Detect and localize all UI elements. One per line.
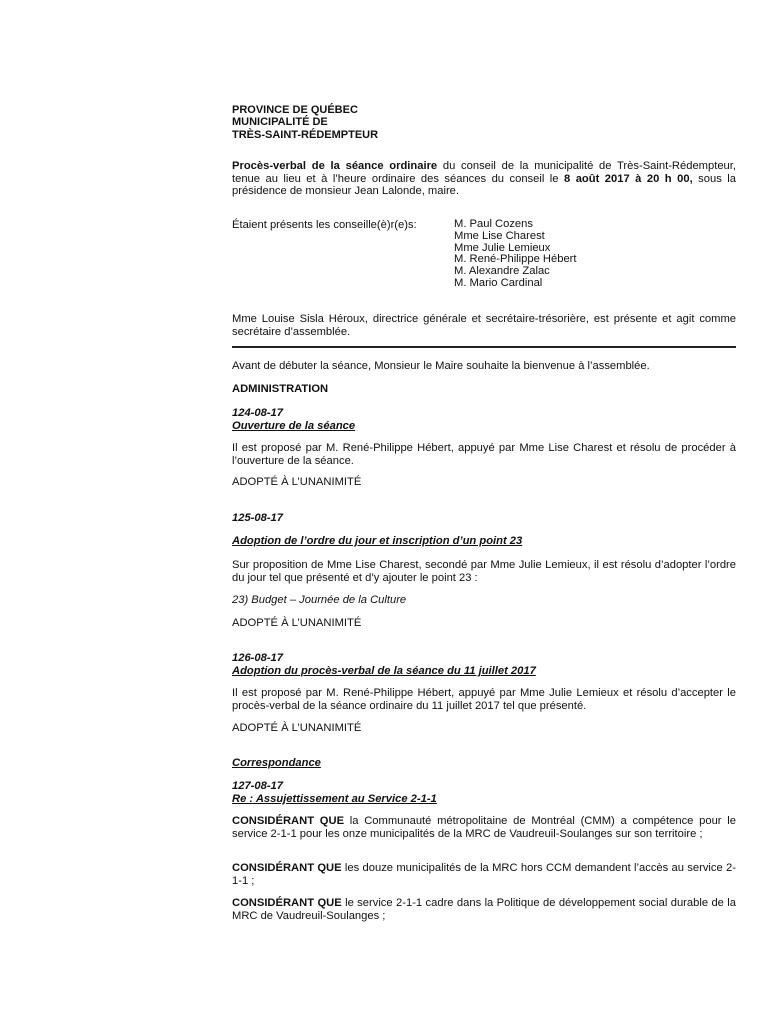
resolution-125-title: Adoption de l’ordre du jour et inscription d’un point 23: [232, 535, 523, 547]
resolution-title: Re : Assujettissement au Service 2-1-1: [232, 792, 437, 805]
member-item: M. Alexandre Zalac: [454, 265, 550, 278]
resolution-number: 124-08-17: [232, 407, 284, 419]
resolution-124-adopted: ADOPTÉ À L’UNANIMITÉ: [232, 476, 362, 488]
section-correspondance: Correspondance: [232, 757, 321, 769]
resolution-title: Ouverture de la séance: [232, 419, 356, 432]
resolution-126-text: Il est proposé par M. René-Philippe Hébert, appuyé par Mme Julie Lemieux et résolu d’accepter le procès-verbal de la séance ordinaire du 11 juillet 2017 tel que présenté.: [232, 687, 736, 712]
considerant-label: CONSIDÉRANT QUE: [232, 815, 345, 827]
resolution-127-heading: [232, 780, 736, 805]
member-item: Mme Lise Charest: [454, 229, 545, 242]
resolution-number: 126-08-17: [232, 652, 284, 664]
intro-paragraph: [232, 160, 736, 198]
considerant-2: [232, 862, 736, 887]
considerant-label: CONSIDÉRANT QUE: [232, 897, 342, 909]
presents-label: Étaient présents les conseille(è)r(e)s:: [232, 219, 417, 231]
document-header: [232, 104, 736, 141]
resolution-title: Adoption du procès-verbal de la séance du 11 juillet 2017: [232, 664, 536, 677]
considerant-3: [232, 897, 736, 922]
header-municipality: MUNICIPALITÉ DE: [232, 116, 328, 129]
section-divider: [232, 346, 736, 348]
resolution-125-item: 23) Budget – Journée de la Culture: [232, 594, 407, 606]
section-administration: [232, 383, 736, 396]
header-province: PROVINCE DE QUÉBEC: [232, 104, 358, 116]
resolution-125-text: Sur proposition de Mme Lise Charest, secondé par Mme Julie Lemieux, il est résolu d’adopter l’ordre du jour tel que présenté et d’y ajouter le point 23 :: [232, 559, 736, 584]
intro-text-2: sous la présidence de monsieur Jean Lalonde, maire.: [232, 172, 736, 198]
resolution-124-text: Il est proposé par M. René-Philippe Hébert, appuyé par Mme Lise Charest et résolu de procéder à l’ouverture de la séance.: [232, 442, 736, 467]
resolution-126-heading: [232, 652, 736, 677]
considerant-text: le service 2-1-1 cadre dans la Politique de développement social durable de la MRC de Vaudreuil-Soulanges ;: [232, 897, 736, 922]
welcome-paragraph: Avant de débuter la séance, Monsieur le Maire souhaite la bienvenue à l’assemblée.: [232, 360, 650, 372]
considerant-label: CONSIDÉRANT QUE: [232, 862, 342, 874]
intro-text-1: du conseil de la municipalité de Très-Saint-Rédempteur, tenue au lieu et à l’heure ordinaire des séances du conseil le: [232, 160, 736, 185]
section-administration-label: ADMINISTRATION: [232, 383, 329, 395]
member-item: M. Mario Cardinal: [454, 276, 543, 289]
secretary-paragraph: Mme Louise Sisla Héroux, directrice générale et secrétaire-trésorière, est présente et agit comme secrétaire d’assemblée.: [232, 313, 736, 338]
resolution-124-heading: [232, 407, 736, 432]
resolution-126-adopted: ADOPTÉ À L’UNANIMITÉ: [232, 722, 362, 734]
intro-date: 8 août 2017 à 20 h 00,: [564, 172, 693, 185]
header-municipality-name: TRÈS-SAINT-RÉDEMPTEUR: [232, 128, 379, 141]
member-item: M. Paul Cozens: [454, 218, 533, 230]
resolution-125-adopted: ADOPTÉ À L’UNANIMITÉ: [232, 617, 362, 629]
intro-title: Procès-verbal de la séance ordinaire: [232, 160, 438, 172]
considerant-1: [232, 815, 736, 840]
presents-list: [454, 219, 577, 290]
considerant-text: les douze municipalités de la MRC hors CCM demandent l’accès au service 2-1-1 ;: [232, 862, 736, 887]
member-item: Mme Julie Lemieux: [454, 241, 551, 254]
considerant-text: la Communauté métropolitaine de Montréal (CMM) a compétence pour le service 2-1-1 pour les onze municipalités de la MRC de Vaudreuil-Soulanges sur son territoire ;: [232, 815, 736, 840]
member-item: M. René-Philippe Hébert: [454, 253, 577, 266]
resolution-number: 127-08-17: [232, 780, 284, 792]
resolution-125-number: 125-08-17: [232, 512, 284, 524]
